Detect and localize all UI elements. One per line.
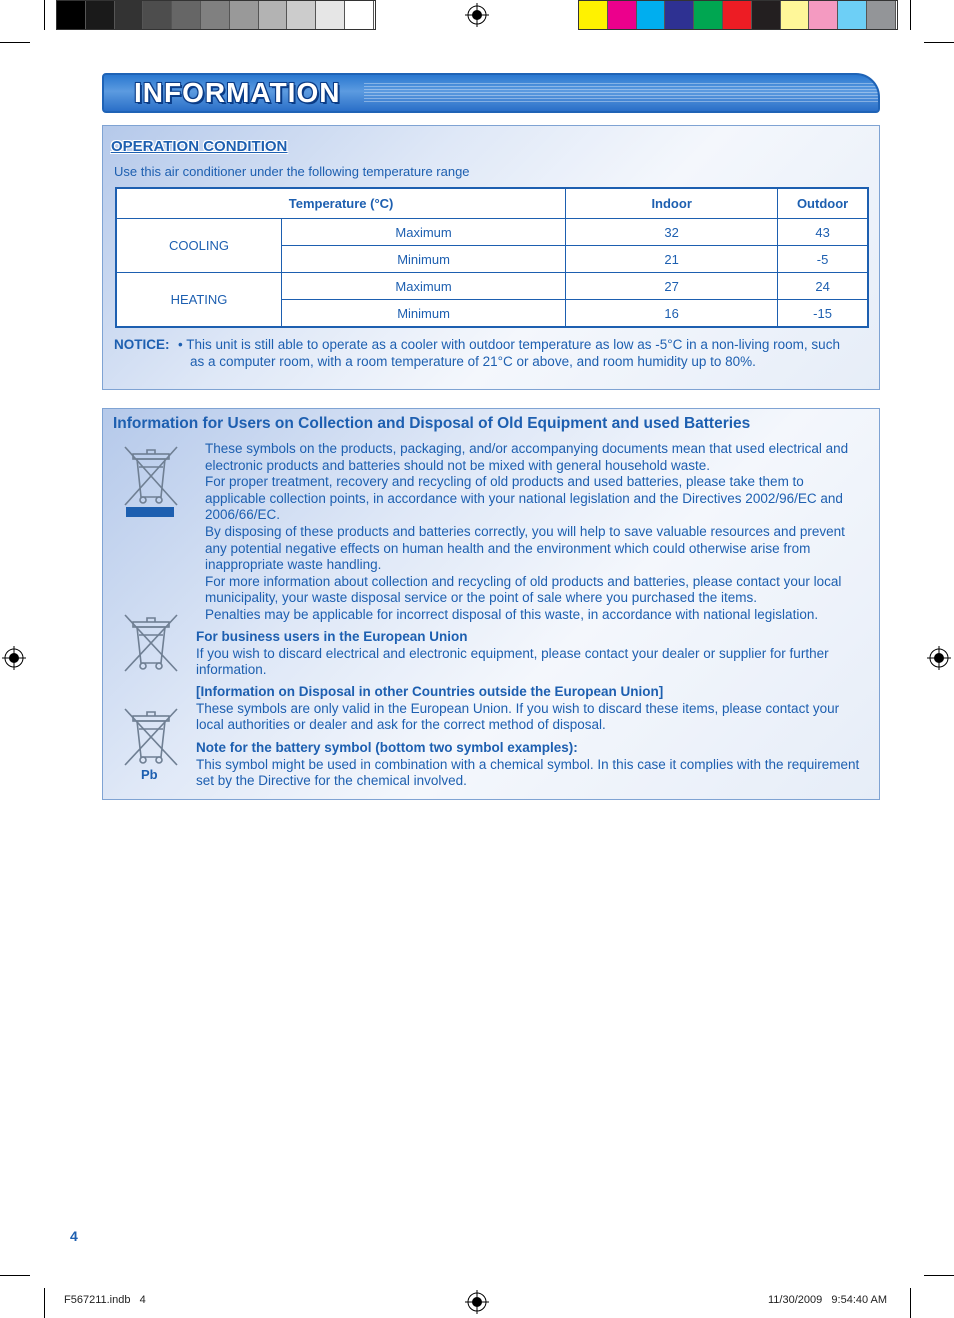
table-header-row <box>116 188 868 219</box>
page-number: 4 <box>70 1228 78 1244</box>
color-swatch <box>608 1 637 29</box>
disposal-paragraph-5: Penalties may be applicable for incorrect disposal of this waste, in accordance with national legislation. <box>205 606 819 622</box>
business-section <box>196 629 856 679</box>
outside-eu-heading: [Information on Disposal in other Countries outside the European Union] <box>196 684 664 699</box>
color-swatch <box>345 1 374 29</box>
operation-subtitle: Use this air conditioner under the following temperature range <box>114 164 470 179</box>
color-swatch <box>172 1 201 29</box>
mode-cell: HEATING <box>116 273 282 328</box>
registration-mark-icon <box>2 646 26 670</box>
banner-stripes <box>364 83 878 103</box>
temperature-table <box>115 187 869 328</box>
color-swatch <box>781 1 810 29</box>
chemical-symbol: Pb <box>141 767 158 782</box>
section-banner <box>102 73 880 113</box>
color-swatch <box>867 1 896 29</box>
color-swatch <box>143 1 172 29</box>
notice <box>114 336 874 370</box>
color-swatch <box>809 1 838 29</box>
disposal-panel <box>102 408 880 800</box>
battery-text: This symbol might be used in combination with a chemical symbol. In this case it complies with the requirement set by the Directive for the chemical involved. <box>196 756 860 789</box>
outdoor-cell: 43 <box>778 219 868 246</box>
color-swatch <box>57 1 86 29</box>
notice-line-1: • This unit is still able to operate as a cooler with outdoor temperature as low as -5°C in a non-living room, such <box>178 337 840 352</box>
color-swatch <box>259 1 288 29</box>
crop-mark <box>924 1275 954 1276</box>
crossed-bin-icon <box>121 611 181 673</box>
crop-mark <box>924 42 954 43</box>
mode-cell: COOLING <box>116 219 282 273</box>
outdoor-cell: -5 <box>778 246 868 273</box>
color-swatch <box>637 1 666 29</box>
crop-mark <box>44 1288 45 1318</box>
page-title: INFORMATION <box>134 77 341 108</box>
color-swatch <box>723 1 752 29</box>
gray-swatch-bar <box>56 0 376 30</box>
outdoor-cell: 24 <box>778 273 868 300</box>
timestamp-slug: 11/30/2009 9:54:40 AM <box>768 1294 888 1306</box>
crop-mark <box>910 0 911 30</box>
file-slug: F567211.indb 4 <box>64 1294 146 1306</box>
color-swatch <box>287 1 316 29</box>
limit-cell: Maximum <box>282 219 566 246</box>
indoor-cell: 32 <box>566 219 778 246</box>
outside-eu-section <box>196 684 856 734</box>
color-swatch-bar <box>578 0 898 30</box>
header-temperature: Temperature (°C) <box>116 188 566 219</box>
color-swatch <box>316 1 345 29</box>
color-swatch <box>752 1 781 29</box>
header-indoor: Indoor <box>566 188 778 219</box>
color-swatch <box>694 1 723 29</box>
indoor-cell: 16 <box>566 300 778 328</box>
indoor-cell: 21 <box>566 246 778 273</box>
limit-cell: Minimum <box>282 300 566 328</box>
registration-mark-icon <box>927 646 951 670</box>
disposal-title: Information for Users on Collection and Disposal of Old Equipment and used Batteries <box>113 415 751 432</box>
operation-title: OPERATION CONDITION <box>111 138 288 155</box>
registration-mark-icon <box>465 1290 489 1314</box>
color-swatch <box>201 1 230 29</box>
disposal-paragraph-2: For proper treatment, recovery and recycling of old products and used batteries, please take them to applicable collection points, in accordance with your national legislation and the Directives 2002/96/EC and 2006/66/EC. <box>205 474 843 523</box>
crossed-bin-icon <box>121 705 181 767</box>
limit-cell: Minimum <box>282 246 566 273</box>
crop-mark <box>910 1288 911 1318</box>
disposal-paragraph-4: For more information about collection and recycling of old products and batteries, please contact your local municipality, your waste disposal service or the point of sale where you purchased the items. <box>205 573 842 606</box>
table-row <box>116 273 868 300</box>
color-swatch <box>230 1 259 29</box>
crop-mark <box>0 1275 30 1276</box>
business-text: If you wish to discard electrical and electronic equipment, please contact your dealer or supplier for further information. <box>196 645 829 678</box>
color-swatch <box>838 1 867 29</box>
notice-line-2: as a computer room, with a room temperature of 21°C or above, and room humidity up to 80%. <box>190 354 756 369</box>
indoor-cell: 27 <box>566 273 778 300</box>
header-outdoor: Outdoor <box>778 188 868 219</box>
disposal-paragraph-1: These symbols on the products, packaging, and/or accompanying documents mean that used electrical and electronic products and batteries should not be mixed with general household waste. <box>205 441 849 473</box>
disposal-paragraph-3: By disposing of these products and batteries correctly, you will help to save valuable resources and prevent any potential negative effects on human health and the environment which could otherwise arise from inappropriate waste handling. <box>205 523 845 573</box>
crop-mark <box>0 42 30 43</box>
operation-condition-panel <box>102 125 880 390</box>
color-swatch <box>86 1 115 29</box>
battery-section <box>196 740 868 790</box>
limit-cell: Maximum <box>282 273 566 300</box>
crossed-bin-icon <box>121 443 181 519</box>
color-swatch <box>579 1 608 29</box>
table-row <box>116 219 868 246</box>
color-swatch <box>665 1 694 29</box>
battery-heading: Note for the battery symbol (bottom two symbol examples): <box>196 740 578 755</box>
color-swatch <box>115 1 144 29</box>
business-heading: For business users in the European Union <box>196 629 468 644</box>
notice-label: NOTICE: <box>114 337 170 352</box>
registration-mark-icon <box>465 3 489 27</box>
crop-mark <box>44 0 45 30</box>
disposal-paragraphs <box>205 441 865 624</box>
outdoor-cell: -15 <box>778 300 868 328</box>
outside-eu-text: These symbols are only valid in the European Union. If you wish to discard these items, please contact your local authorities or dealer and ask for the correct method of disposal. <box>196 700 840 733</box>
